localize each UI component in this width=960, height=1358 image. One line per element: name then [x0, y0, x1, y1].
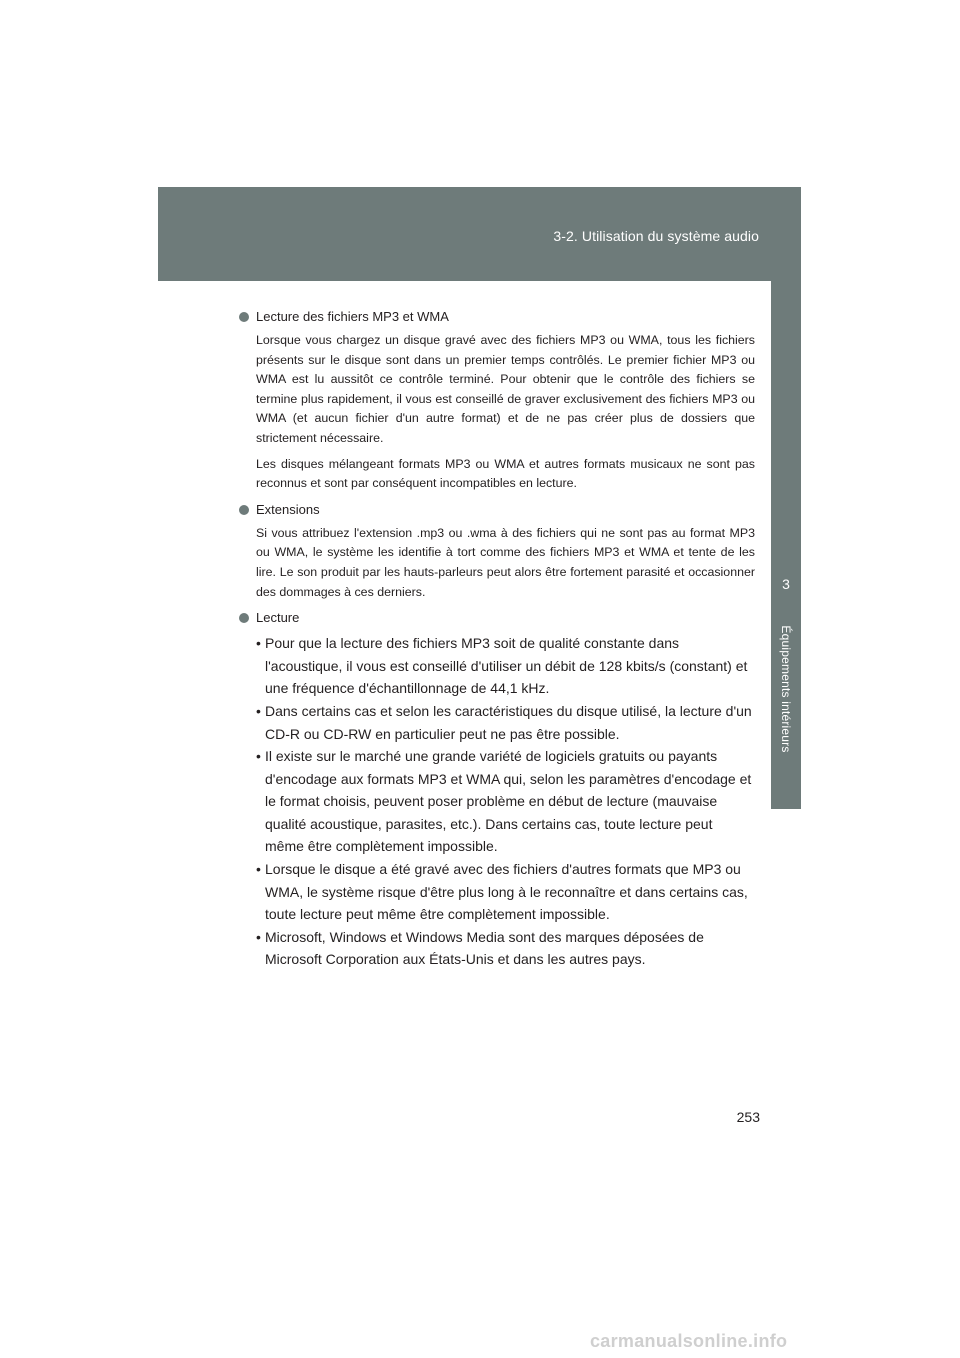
- header-band: [158, 187, 801, 281]
- paragraph: Les disques mélangeant formats MP3 ou WMA et autres formats musicaux ne sont pas reconnus et sont par conséquent incompatibles en lecture.: [256, 456, 755, 491]
- bullet-dot-icon: •: [256, 861, 261, 878]
- list-item: [256, 858, 755, 926]
- chapter-number: 3: [782, 576, 790, 592]
- list-item-text: Pour que la lecture des fichiers MP3 soit de qualité constante dans l'acoustique, il vous est conseillé d'utiliser un débit de 128 kbits/s (constant) et une fréquence d'échantillonnage de 44,1 kHz.: [265, 635, 748, 697]
- section-mp3-wma-playback: [239, 307, 755, 494]
- paragraph: Si vous attribuez l'extension .mp3 ou .wma à des fichiers qui ne sont pas au format MP3 ou WMA, le système les identifie à tort comme des fichiers MP3 et WMA et tente de les lire. Le son produit par les hauts-parleurs peut alors être fortement parasité et occasionner des dommages à ces derniers.: [256, 525, 755, 599]
- section-heading-text: Extensions: [256, 501, 320, 517]
- lecture-list: [256, 632, 755, 971]
- section-title: 3-2. Utilisation du système audio: [553, 228, 759, 244]
- section-heading-text: Lecture des fichiers MP3 et WMA: [256, 309, 449, 324]
- list-item-text: Lorsque le disque a été gravé avec des fichiers d'autres formats que MP3 ou WMA, le système risque d'être plus long à le reconnaître et dans certains cas, toute lecture peut même être complètement impossible.: [265, 861, 748, 923]
- page-content: [239, 307, 755, 977]
- list-item: [256, 926, 755, 971]
- bullet-circle-icon: [239, 505, 249, 515]
- list-item: [256, 700, 755, 745]
- bullet-dot-icon: •: [256, 635, 261, 652]
- list-item: [256, 632, 755, 700]
- list-item-text: Microsoft, Windows et Windows Media sont des marques déposées de Microsoft Corporation aux États-Unis et dans les autres pays.: [265, 928, 704, 968]
- paragraph: Lorsque vous chargez un disque gravé avec des fichiers MP3 ou WMA, tous les fichiers présents sur le disque sont dans un premier temps contrôlés. Le premier fichier MP3 ou WMA est lu aussitôt ce contrôle terminé. Pour obtenir que le contrôle des fichiers se termine plus rapidement, il vous est conseillé de graver exclusivement des fichiers MP3 ou WMA (et aucun fichier d'un autre format) et de ne pas créer plus de dossiers que strictement nécessaire.: [256, 333, 755, 445]
- section-heading-text: Lecture: [256, 610, 300, 626]
- section-heading: [239, 307, 755, 327]
- bullet-dot-icon: •: [256, 702, 261, 719]
- watermark: carmanualsonline.info: [590, 1331, 788, 1351]
- section-heading: [239, 608, 755, 628]
- section-lecture: [239, 608, 755, 971]
- list-item-text: Il existe sur le marché une grande variété de logiciels gratuits ou payants d'encodage aux formats MP3 et WMA qui, selon les paramètres d'encodage et le format choisis, peuvent poser problème en début de lecture (mauvaise qualité acoustique, parasites, etc.). Dans certains cas, toute lecture peut même être complètement impossible.: [265, 748, 752, 855]
- bullet-dot-icon: •: [256, 928, 261, 945]
- list-item-text: Dans certains cas et selon les caractéristiques du disque utilisé, la lecture d'un CD-R ou CD-RW en particulier peut ne pas être possible.: [265, 702, 752, 742]
- list-item: [256, 745, 755, 858]
- chapter-label: Équipements intérieurs: [779, 625, 793, 753]
- bullet-circle-icon: [239, 312, 249, 322]
- page-number: 253: [736, 1109, 760, 1125]
- section-extensions: [239, 500, 755, 602]
- bullet-circle-icon: [239, 613, 249, 623]
- section-heading: [239, 500, 755, 520]
- chapter-side-tab: [771, 281, 801, 809]
- bullet-dot-icon: •: [256, 748, 261, 765]
